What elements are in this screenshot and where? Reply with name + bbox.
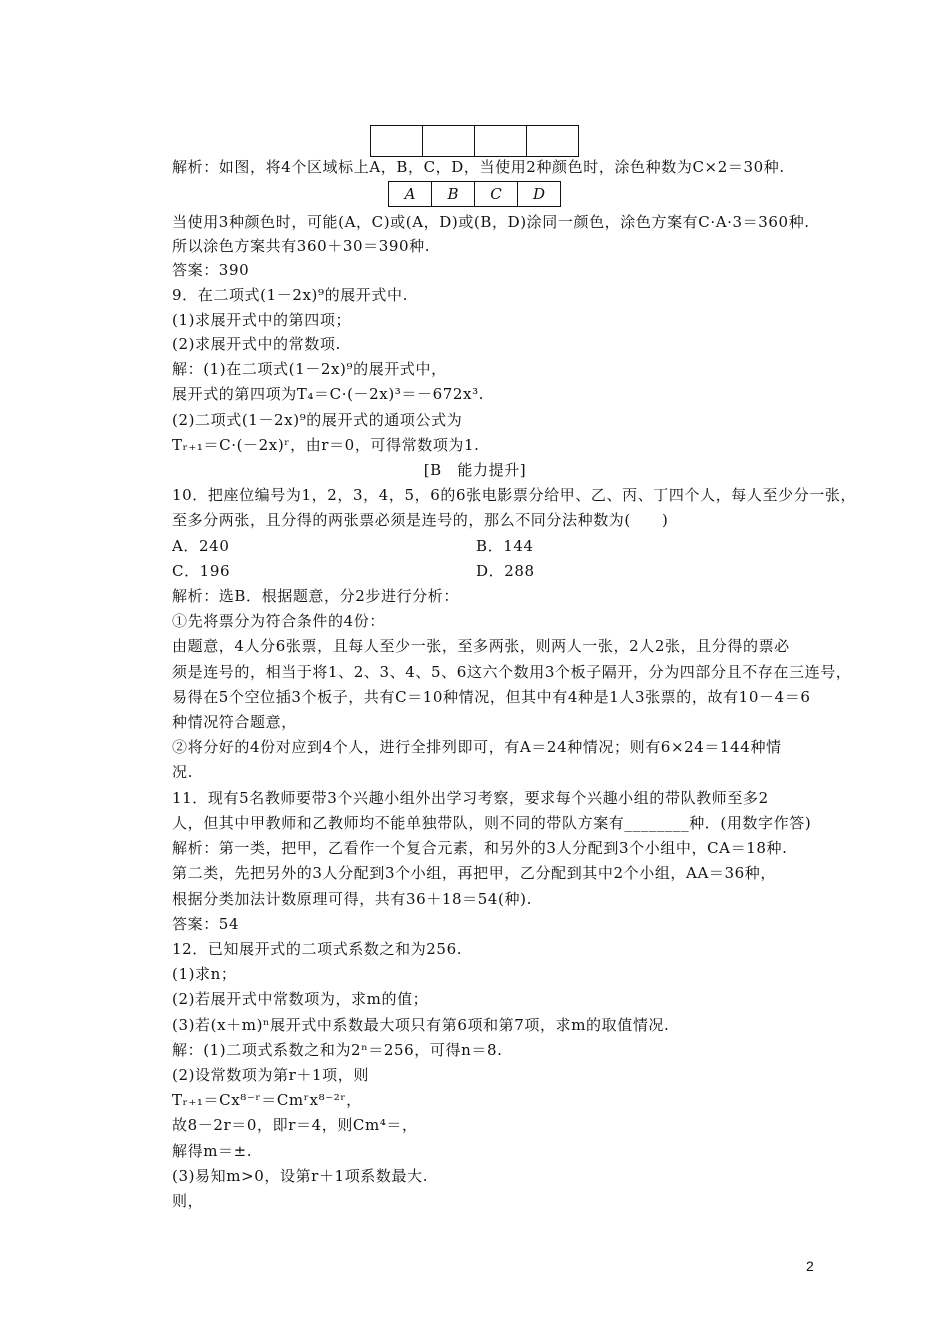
empty-region-grid bbox=[370, 125, 579, 157]
text-line: 故8－2r＝0，即r＝4，则Cm⁴＝， bbox=[172, 1116, 418, 1134]
text-line: 所以涂色方案共有360＋30＝390种. bbox=[172, 237, 431, 255]
text-line: (2)求展开式中的常数项. bbox=[172, 335, 341, 353]
text-line: 展开式的第四项为T₄＝C·(－2x)³＝－672x³. bbox=[172, 385, 485, 403]
text-line: 第二类，先把另外的3人分配到3个小组，再把甲，乙分配到其中2个小组，AA＝36种， bbox=[172, 864, 776, 882]
option-b: B．144 bbox=[476, 537, 534, 555]
grid-cell-d: D bbox=[518, 182, 561, 207]
text-line: (2)设常数项为第r＋1项，则 bbox=[172, 1066, 369, 1084]
text-line: 易得在5个空位插3个板子，共有C＝10种情况，但其中有4种是1人3张票的，故有10－4＝6 bbox=[172, 688, 811, 706]
text-line: 当使用3种颜色时，可能(A，C)或(A，D)或(B，D)涂同一颜色，涂色方案有C·A·3＝360种. bbox=[172, 213, 810, 231]
text-line: (1)求展开式中的第四项； bbox=[172, 311, 352, 329]
page-number: 2 bbox=[806, 1258, 814, 1274]
text-line: 解得m＝±. bbox=[172, 1142, 253, 1160]
option-a: A．240 bbox=[172, 537, 230, 555]
text-line: 解析：选B．根据题意，分2步进行分析： bbox=[172, 587, 459, 605]
text-line: (2)若展开式中常数项为，求m的值； bbox=[172, 990, 429, 1008]
grid-cell-c: C bbox=[475, 182, 518, 207]
text-line: 至多分两张，且分得的两张票必须是连号的，那么不同分法种数为( ) bbox=[172, 511, 669, 529]
text-line: 根据分类加法计数原理可得，共有36＋18＝54(种). bbox=[172, 890, 532, 908]
question-11: 11．现有5名教师要带3个兴趣小组外出学习考察，要求每个兴趣小组的带队教师至多2 bbox=[172, 789, 769, 807]
grid-cell-a: A bbox=[389, 182, 432, 207]
text-line: (3)若(x＋m)ⁿ展开式中系数最大项只有第6项和第7项，求m的取值情况. bbox=[172, 1016, 670, 1034]
text-line: 解析：第一类，把甲，乙看作一个复合元素，和另外的3人分配到3个小组中，CA＝18种. bbox=[172, 839, 788, 857]
grid-cell bbox=[475, 126, 527, 157]
grid-cell bbox=[423, 126, 475, 157]
text-line: 人，但其中甲教师和乙教师均不能单独带队，则不同的带队方案有________种．(用数字作答) bbox=[172, 814, 812, 832]
text-line: 种情况符合题意， bbox=[172, 713, 297, 731]
text-line: (3)易知m>0，设第r＋1项系数最大. bbox=[172, 1167, 429, 1185]
text-line: 解析：如图，将4个区域标上A，B，C，D，当使用2种颜色时，涂色种数为C×2＝30种. bbox=[172, 158, 785, 176]
question-10: 10．把座位编号为1，2，3，4，5，6的6张电影票分给甲、乙、丙、丁四个人，每人至少分一张， bbox=[172, 486, 857, 504]
question-9: 9．在二项式(1－2x)⁹的展开式中. bbox=[172, 286, 408, 304]
grid-cell bbox=[371, 126, 423, 157]
answer-line: 答案：54 bbox=[172, 915, 240, 933]
text-line: 则， bbox=[172, 1192, 204, 1210]
section-heading: [B 能力提升] bbox=[423, 461, 527, 479]
text-line: 须是连号的，相当于将1、2、3、4、5、6这六个数用3个板子隔开，分为四部分且不存在三连号， bbox=[172, 663, 852, 681]
text-line: (1)求n； bbox=[172, 965, 237, 983]
grid-cell bbox=[527, 126, 579, 157]
question-12: 12．已知展开式的二项式系数之和为256. bbox=[172, 940, 463, 958]
text-line: (2)二项式(1－2x)⁹的展开式的通项公式为 bbox=[172, 411, 463, 429]
grid-cell-b: B bbox=[432, 182, 475, 207]
labeled-region-grid bbox=[388, 181, 561, 207]
text-line: 解：(1)在二项式(1－2x)⁹的展开式中， bbox=[172, 360, 447, 378]
text-line: 由题意，4人分6张票，且每人至少一张，至多两张，则两人一张，2人2张，且分得的票必 bbox=[172, 637, 790, 655]
text-line: Tᵣ₊₁＝C·(－2x)ʳ，由r＝0，可得常数项为1. bbox=[172, 436, 480, 454]
text-line: ①先将票分为符合条件的4份： bbox=[172, 612, 385, 630]
answer-line: 答案：390 bbox=[172, 261, 250, 279]
option-c: C．196 bbox=[172, 562, 231, 580]
option-d: D．288 bbox=[476, 562, 535, 580]
text-line: ②将分好的4份对应到4个人，进行全排列即可，有A＝24种情况；则有6×24＝144种情 bbox=[172, 738, 782, 756]
text-line: Tᵣ₊₁＝Cx⁸⁻ʳ＝Cmʳx⁸⁻²ʳ， bbox=[172, 1091, 362, 1109]
text-line: 解：(1)二项式系数之和为2ⁿ＝256，可得n＝8. bbox=[172, 1041, 503, 1059]
text-line: 况. bbox=[172, 763, 193, 781]
